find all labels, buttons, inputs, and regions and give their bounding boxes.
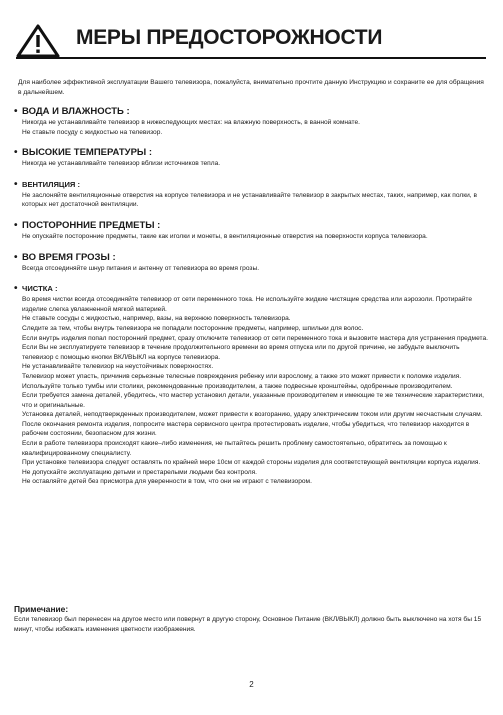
- section-title: ПОСТОРОННИЕ ПРЕДМЕТЫ :: [22, 219, 161, 231]
- section-line: Установка деталей, неподтвержденных производителем, может привести к возгоранию, удару электрическим током или другим несчастным случаям.: [22, 411, 483, 419]
- section-title: ЧИСТКА :: [22, 284, 58, 294]
- note-text: Если телевизор был перенесен на другое место или повернут в другую сторону, Основное Питание (ВКЛ/ВЫКЛ) должно быть выключено на хотя бы 15 минут, чтобы избежать изменения цветности изображения.: [14, 616, 482, 633]
- bullet-icon: •: [14, 106, 18, 117]
- section-foreign-objects: [14, 220, 492, 242]
- section-line: Не устанавливайте телевизор на неустойчивых поверхностях.: [22, 363, 214, 371]
- section-line: Не оставляйте детей без присмотра для уверенности в том, что они не играют с телевизором.: [22, 478, 312, 486]
- section-line: Если внутрь изделия попал посторонний предмет, сразу отключите телевизор от сети переменного тока и вызовите мастера для устранения предмета.: [22, 334, 488, 342]
- page-header: [16, 24, 486, 68]
- bullet-icon: •: [14, 219, 18, 231]
- section-line: Никогда не устанавливайте телевизор в нижеследующих местах: на влажную поверхность, в ванной комнате.: [22, 119, 360, 126]
- section-line: Не допускайте эксплуатацию детьми и престарелыми людьми без контроля.: [22, 468, 257, 476]
- intro-paragraph: Для наиболее эффективной эксплуатации Вашего телевизора, пожалуйста, внимательно прочтите данную Инструкцию и сохраните ее для обращения в дальнейшем.: [18, 79, 484, 96]
- section-line: Не ставьте сосуды с жидкостью, например, вазы, на верхнюю поверхность телевизора.: [22, 315, 291, 323]
- note-block: [14, 604, 492, 635]
- section-thunderstorm: [14, 252, 492, 274]
- section-line: Всегда отсоединяйте шнур питания и антенну от телевизора во время грозы.: [22, 264, 260, 272]
- section-line: Не опускайте посторонние предметы, такие как иголки и монеты, в вентиляционные отверстия на поверхности корпуса телевизора.: [22, 232, 428, 240]
- section-cleaning: [14, 283, 492, 487]
- section-line: Не ставьте посуду с жидкостью на телевизор.: [22, 128, 163, 136]
- section-line: Если в работе телевизора происходят какие–либо изменения, не пытайтесь решить проблему самостоятельно, обратитесь за помощью к квалифицированному специалисту.: [22, 440, 447, 457]
- header-divider: [16, 57, 486, 59]
- section-line: При установке телевизора следует оставлять по крайней мере 10см от каждой стороны изделия для соответствующей вентиляции корпуса изделия.: [22, 459, 481, 467]
- bullet-icon: •: [14, 251, 18, 263]
- bullet-icon: •: [14, 178, 18, 190]
- section-line: Если Вы не эксплуатируете телевизор в течение продолжительного времени во время отпуска или по другой причине, не забудьте выключить телевизор с помощью кнопки ВКЛ/ВЫКЛ на корпусе телевизора.: [22, 344, 460, 361]
- section-line: Телевизор может упасть, причинив серьезные телесные повреждения ребенку или взрослому, а также это может привести к поломке изделия. Используйте только тумбы или столики, рекомендованные производителем, а также подвесные кронштейны, одобренные производителем.: [22, 372, 462, 390]
- section-line: Во время чистки всегда отсоединяйте телевизор от сети переменного тока. Не используйте жидкие чистящие средства или аэрозоли. Протирайте изделие слегка увлажненной мягкой материей.: [22, 296, 473, 313]
- section-high-temperatures: [14, 147, 492, 169]
- section-title: ВО ВРЕМЯ ГРОЗЫ :: [22, 251, 116, 263]
- section-title: ВОДА И ВЛАЖНОСТЬ :: [22, 106, 130, 117]
- section-title: ВЕНТИЛЯЦИЯ :: [22, 179, 81, 189]
- note-title: Примечание:: [14, 604, 69, 614]
- section-line: Никогда не устанавливайте телевизор вблизи источников тепла.: [22, 160, 221, 168]
- bullet-icon: •: [14, 283, 18, 295]
- warning-triangle-icon: [16, 24, 60, 58]
- section-line: Если требуется замена деталей, убедитесь, что мастер установил детали, указанные производителем и имеющие те же технические характеристики, что и оригинальные.: [22, 392, 484, 409]
- section-line: Следите за тем, чтобы внутрь телевизора не попадали посторонние предметы, например, шпильки для волос.: [22, 324, 364, 332]
- page-title: МЕРЫ ПРЕДОСТОРОЖНОСТИ: [76, 26, 383, 49]
- section-line: Не заслоняйте вентиляционные отверстия на корпусе телевизора и не устанавливайте телевизор в закрытых местах, таких, например, как полки, в которых нет достаточной вентиляции.: [22, 191, 477, 209]
- section-title: ВЫСОКИЕ ТЕМПЕРАТУРЫ :: [22, 147, 153, 159]
- precautions-list: [14, 104, 492, 487]
- section-ventilation: [14, 179, 492, 210]
- bullet-icon: •: [14, 147, 18, 159]
- page-number: 2: [249, 680, 254, 689]
- section-line: После окончания ремонта изделия, попросите мастера сервисного центра протестировать изделие, чтобы убедиться, что телевизор находится в рабочем состоянии, безопасном для жизни.: [22, 420, 470, 438]
- section-water-humidity: [14, 106, 492, 137]
